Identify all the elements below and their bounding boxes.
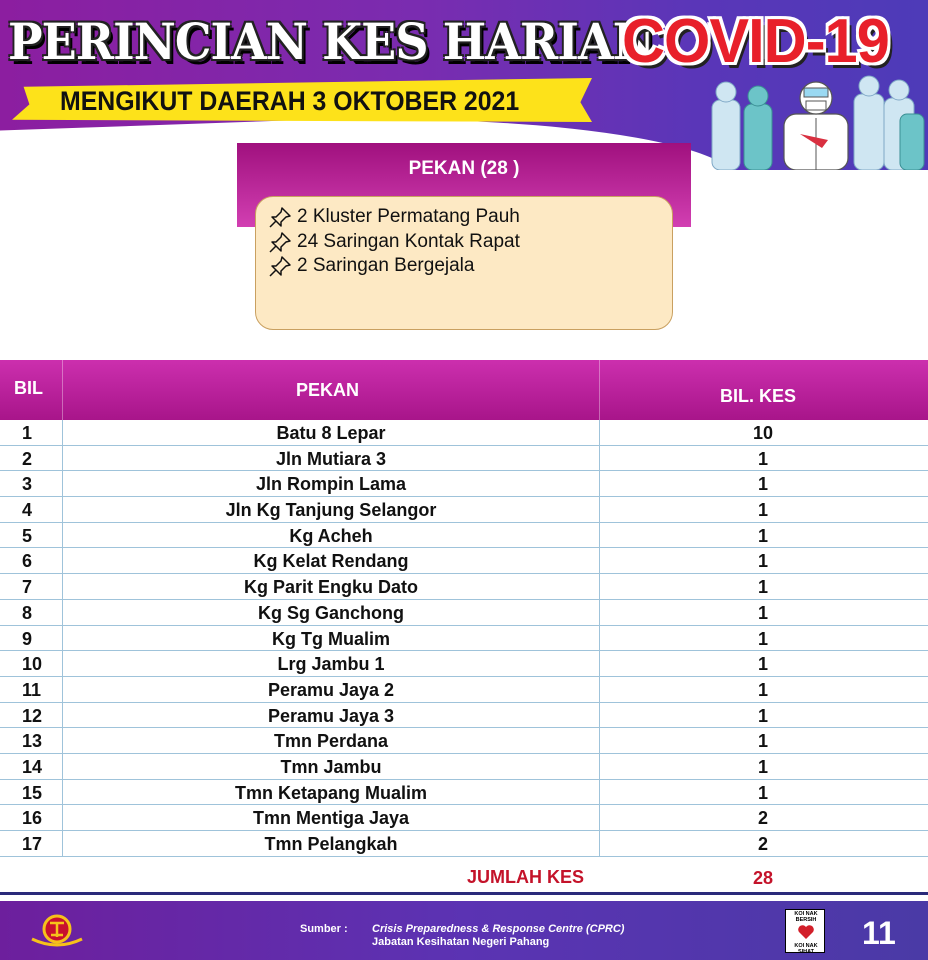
badge-bottom-text: KOI NAK SIHAT — [794, 943, 818, 955]
row-case-count: 1 — [757, 525, 768, 546]
row-location: Kg Tg Mualim — [272, 628, 390, 649]
row-number: 17 — [22, 834, 43, 854]
table-body — [0, 420, 928, 857]
summary-item — [268, 230, 660, 255]
summary-title: PEKAN (28 ) — [408, 158, 520, 179]
summary-item-text: 2 Saringan Bergejala — [297, 255, 475, 277]
row-location: Kg Sg Ganchong — [258, 602, 404, 623]
cases-table — [0, 360, 928, 895]
row-location: Kg Acheh — [289, 525, 373, 546]
row-number: 1 — [22, 423, 33, 443]
header-divider — [62, 360, 63, 420]
row-case-count: 1 — [757, 448, 768, 469]
table-row — [0, 626, 928, 652]
table-row — [0, 677, 928, 703]
source-line-2: Jabatan Kesihatan Negeri Pahang — [372, 936, 550, 948]
summary-box — [255, 196, 673, 330]
table-row — [0, 446, 928, 472]
table-row — [0, 471, 928, 497]
row-location: Batu 8 Lepar — [276, 423, 386, 443]
row-location: Peramu Jaya 2 — [267, 679, 395, 700]
row-number: 16 — [22, 808, 43, 829]
table-row — [0, 703, 928, 729]
summary-item — [268, 205, 660, 230]
row-number: 2 — [22, 448, 33, 469]
row-number: 11 — [22, 679, 42, 700]
row-case-count: 1 — [757, 628, 768, 649]
row-number: 14 — [22, 756, 43, 777]
row-case-count: 2 — [757, 808, 768, 829]
pin-icon — [268, 255, 292, 277]
header-divider — [599, 360, 600, 420]
column-header-bil: BIL — [14, 378, 43, 398]
table-row — [0, 728, 928, 754]
campaign-badge — [785, 909, 825, 953]
row-number: 4 — [22, 500, 33, 521]
row-location: Jln Mutiara 3 — [275, 448, 387, 469]
row-location: Tmn Jambu — [280, 756, 382, 777]
row-number: 10 — [22, 654, 43, 675]
row-number: 15 — [22, 782, 43, 803]
row-case-count: 1 — [757, 474, 768, 495]
row-case-count: 1 — [757, 782, 768, 803]
total-row — [0, 857, 928, 895]
table-row — [0, 780, 928, 806]
table-row — [0, 523, 928, 549]
summary-item-text: 2 Kluster Permatang Pauh — [297, 206, 520, 228]
table-row — [0, 831, 928, 857]
row-case-count: 1 — [757, 602, 768, 623]
row-case-count: 1 — [757, 705, 768, 726]
page-subtitle: MENGIKUT DAERAH 3 OKTOBER 2021 — [60, 86, 520, 116]
row-case-count: 1 — [757, 654, 768, 675]
row-location: Tmn Ketapang Mualim — [234, 782, 427, 803]
row-location: Tmn Pelangkah — [264, 834, 398, 854]
pin-icon — [268, 206, 292, 228]
summary-item-text: 24 Saringan Kontak Rapat — [297, 230, 520, 252]
source-label: Sumber : — [300, 923, 348, 935]
row-case-count: 1 — [757, 679, 768, 700]
healthcare-workers-illustration — [704, 74, 926, 170]
row-number: 12 — [22, 705, 43, 726]
row-location: Tmn Perdana — [273, 731, 389, 752]
table-row — [0, 651, 928, 677]
table-row — [0, 420, 928, 446]
table-header — [0, 360, 928, 420]
row-case-count: 10 — [752, 423, 774, 443]
row-case-count: 2 — [757, 834, 768, 854]
row-case-count: 1 — [757, 551, 768, 572]
table-row — [0, 805, 928, 831]
table-row — [0, 754, 928, 780]
jkn-logo — [28, 909, 86, 951]
table-row — [0, 600, 928, 626]
row-number: 7 — [22, 577, 33, 598]
row-location: Kg Parit Engku Dato — [243, 577, 418, 598]
page-title: PERINCIAN KES HARIAN — [8, 12, 654, 71]
total-label: JUMLAH KES — [467, 866, 585, 887]
covid-title: COVID-19 — [622, 7, 889, 76]
footer — [0, 901, 928, 960]
total-value: 28 — [752, 867, 774, 888]
row-case-count: 1 — [757, 577, 768, 598]
row-number: 6 — [22, 551, 33, 572]
row-number: 5 — [22, 525, 33, 546]
column-header-pekan: PEKAN — [296, 380, 360, 400]
row-number: 13 — [22, 731, 43, 752]
row-location: Peramu Jaya 3 — [267, 705, 395, 726]
summary-item — [268, 254, 660, 279]
row-case-count: 1 — [757, 731, 768, 752]
row-number: 3 — [22, 474, 33, 495]
column-header-kes: BIL. KES — [720, 386, 797, 406]
row-location: Jln Rompin Lama — [255, 474, 407, 495]
row-location: Kg Kelat Rendang — [253, 551, 409, 572]
table-row — [0, 574, 928, 600]
heart-icon — [797, 924, 815, 940]
row-location: Lrg Jambu 1 — [277, 654, 385, 675]
row-case-count: 1 — [757, 500, 768, 521]
row-location: Tmn Mentiga Jaya — [252, 808, 410, 829]
page-number: 11 — [862, 915, 896, 951]
row-location: Jln Kg Tanjung Selangor — [225, 500, 437, 521]
source-line-1: Crisis Preparedness & Response Centre (CPRC) — [372, 923, 625, 935]
row-number: 8 — [22, 602, 33, 623]
badge-top-text: KOI NAK BERSIH — [794, 911, 818, 923]
table-row — [0, 497, 928, 523]
row-number: 9 — [22, 628, 33, 649]
pin-icon — [268, 231, 292, 253]
table-row — [0, 548, 928, 574]
row-case-count: 1 — [757, 756, 768, 777]
